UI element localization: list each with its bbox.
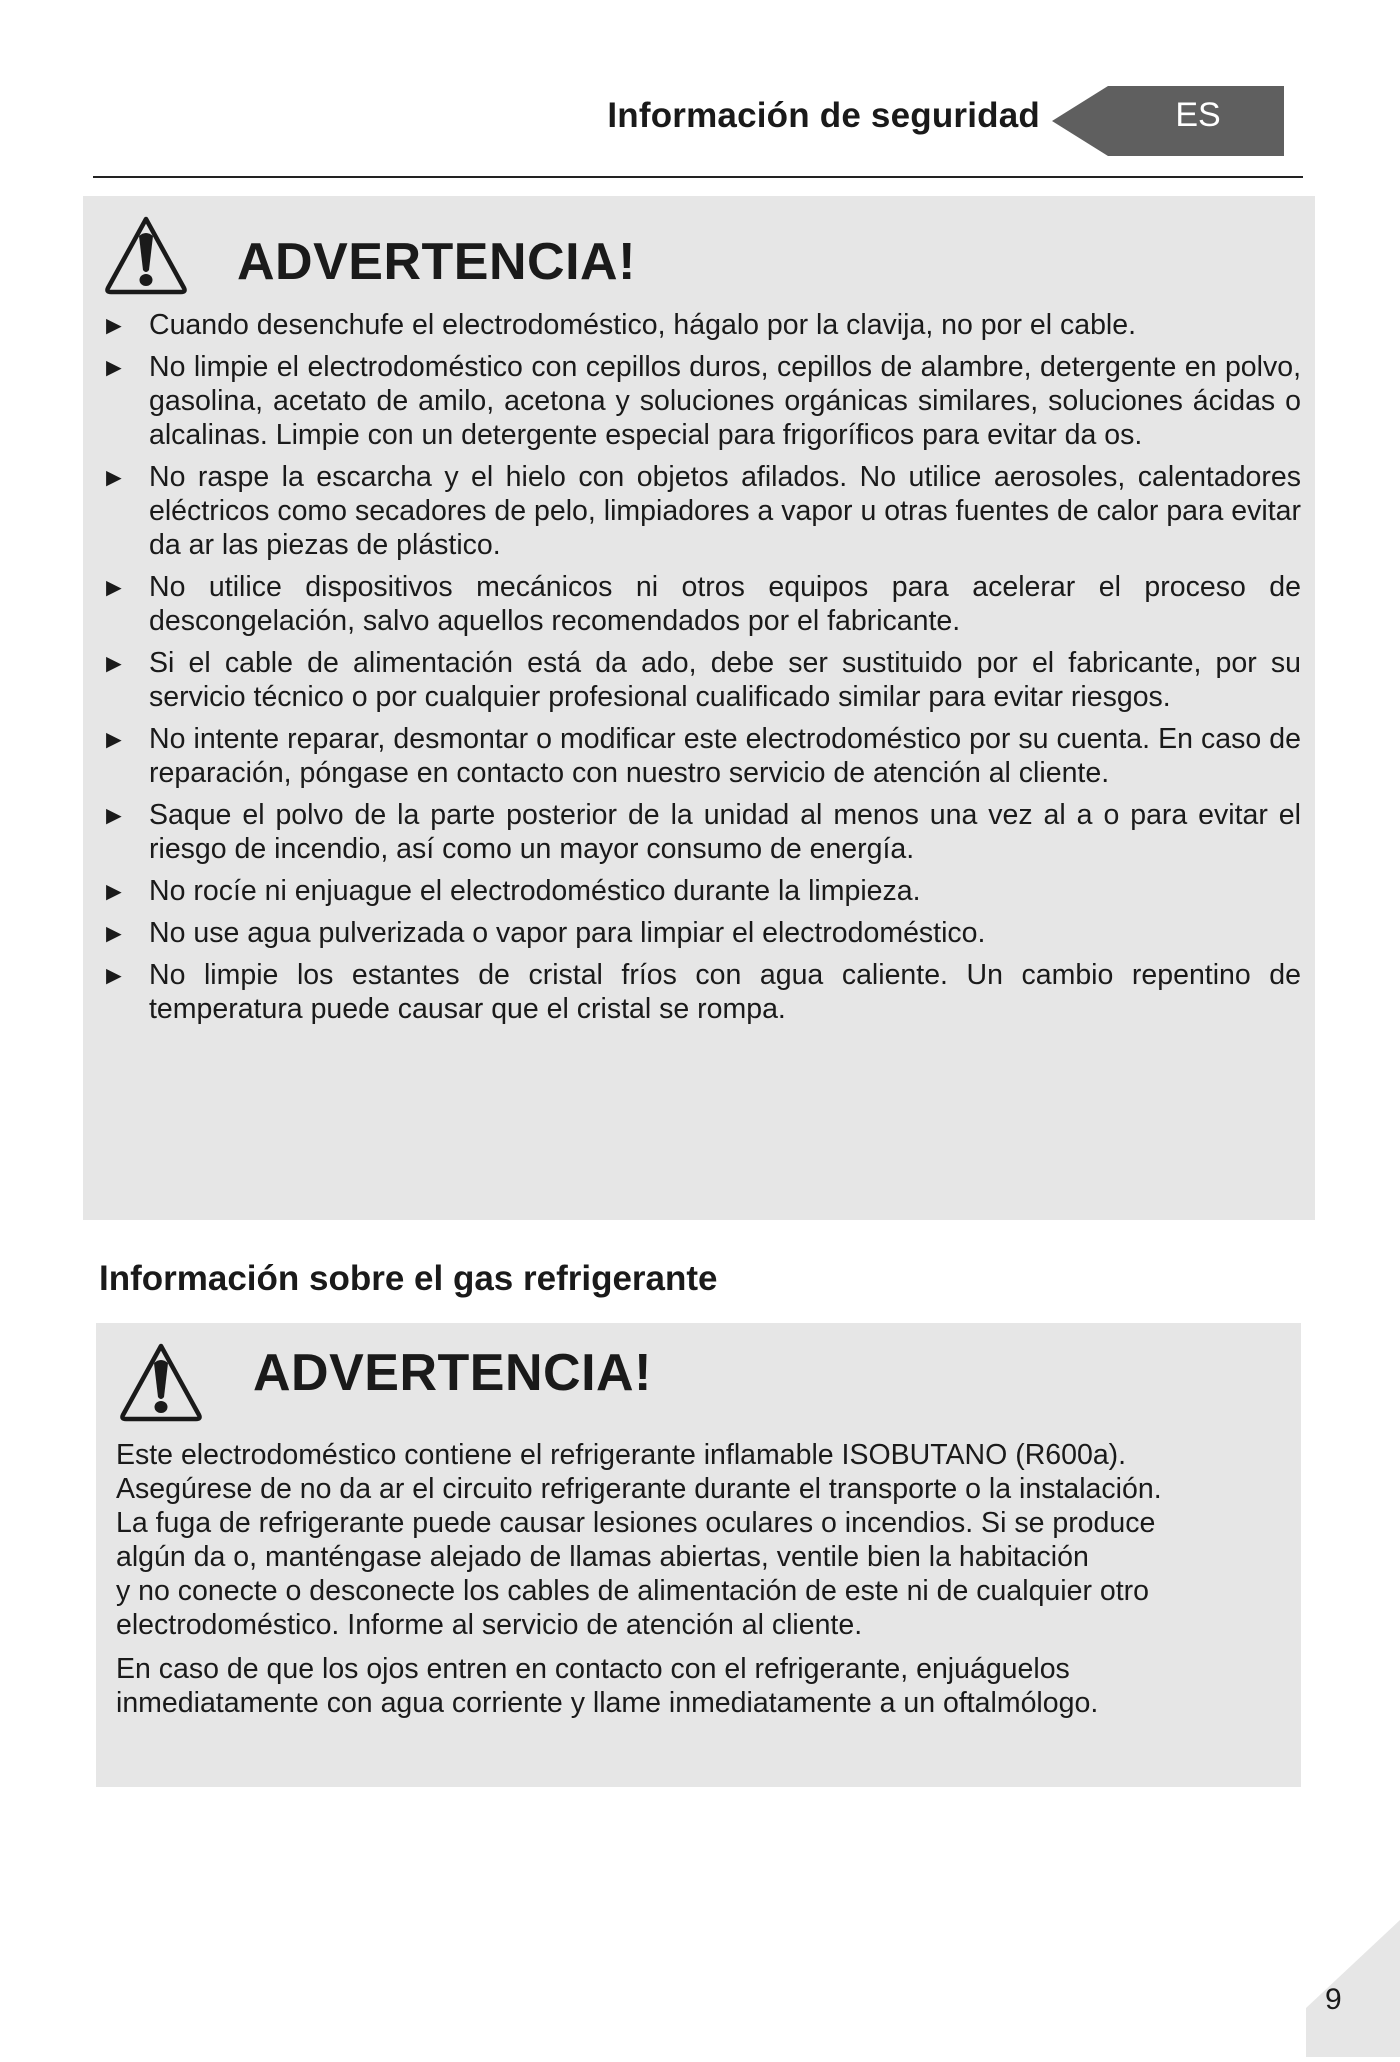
section-title-refrigerant: Información sobre el gas refrigerante [99, 1259, 718, 1298]
warning-triangle-icon [118, 1341, 204, 1428]
paragraph: En caso de que los ojos entren en contacto con el refrigerante, enjuáguelos inmediatamente con agua corriente y llame inmediatamente a un oftalmólogo. [116, 1653, 1099, 1719]
warning-heading: ADVERTENCIA! [237, 233, 636, 291]
list-item: ► Cuando desenchufe el electrodoméstico, hágalo por la clavija, no por el cable. [101, 309, 1137, 341]
warning-heading: ADVERTENCIA! [253, 1344, 652, 1402]
bullet-arrow-icon: ► [101, 960, 127, 990]
safety-instructions-list [101, 308, 1301, 1034]
list-item: ► No utilice dispositivos mecánicos ni otros equipos para acelerar el proceso de descongelación, salvo aquellos recomendados por el fabricante. [101, 571, 1301, 637]
language-label: ES [1175, 96, 1221, 134]
page-corner-tab [1306, 1920, 1400, 2062]
list-item: ► No limpie los estantes de cristal fríos con agua caliente. Un cambio repentino de temperatura puede causar que el cristal se rompa. [101, 959, 1301, 1025]
warning-box-safety [83, 196, 1315, 1220]
list-item: ► No limpie el electrodoméstico con cepillos duros, cepillos de alambre, detergente en polvo, gasolina, acetato de amilo, acetona y soluciones orgánicas similares, soluciones ácidas o alcalinas. Limpie con un detergente especial para frigoríficos para evitar da os. [101, 351, 1301, 451]
bullet-arrow-icon: ► [101, 800, 127, 830]
header-divider [93, 176, 1303, 178]
warning-box-refrigerant [96, 1323, 1301, 1787]
list-item: ► No intente reparar, desmontar o modificar este electrodoméstico por su cuenta. En caso de reparación, póngase en contacto con nuestro servicio de atención al cliente. [101, 723, 1301, 789]
list-item: ► No rocíe ni enjuague el electrodoméstico durante la limpieza. [101, 875, 921, 907]
bullet-arrow-icon: ► [101, 310, 127, 340]
list-item: ► Saque el polvo de la parte posterior de la unidad al menos una vez al a o para evitar el riesgo de incendio, así como un mayor consumo de energía. [101, 799, 1301, 865]
page-number: 9 [1325, 1983, 1342, 2016]
bullet-arrow-icon: ► [101, 724, 127, 754]
page-header-title: Información de seguridad [607, 96, 1040, 135]
bullet-arrow-icon: ► [101, 918, 127, 948]
refrigerant-warning-text [116, 1438, 1286, 1730]
list-item: ► No use agua pulverizada o vapor para limpiar el electrodoméstico. [101, 917, 986, 949]
warning-triangle-icon [103, 214, 189, 301]
bullet-arrow-icon: ► [101, 876, 127, 906]
bullet-arrow-icon: ► [101, 572, 127, 602]
bullet-arrow-icon: ► [101, 648, 127, 678]
paragraph: Este electrodoméstico contiene el refrigerante inflamable ISOBUTANO (R600a). Asegúrese de no da ar el circuito refrigerante durante el transporte o la instalación. La fuga de refrigerante puede causar lesiones oculares o incendios. Si se produce algún da o, manténgase alejado de llamas abiertas, ventile bien la habitación y no conecte o desconecte los cables de alimentación de este ni de cualquier otro electrodoméstico. Informe al servicio de atención al cliente. [116, 1439, 1162, 1641]
list-item: ► Si el cable de alimentación está da ado, debe ser sustituido por el fabricante, por su servicio técnico o por cualquier profesional cualificado similar para evitar riesgos. [101, 647, 1301, 713]
bullet-arrow-icon: ► [101, 352, 127, 382]
bullet-arrow-icon: ► [101, 462, 127, 492]
list-item: ► No raspe la escarcha y el hielo con objetos afilados. No utilice aerosoles, calentadores eléctricos como secadores de pelo, limpiadores a vapor u otras fuentes de calor para evitar da ar las piezas de plástico. [101, 461, 1301, 561]
